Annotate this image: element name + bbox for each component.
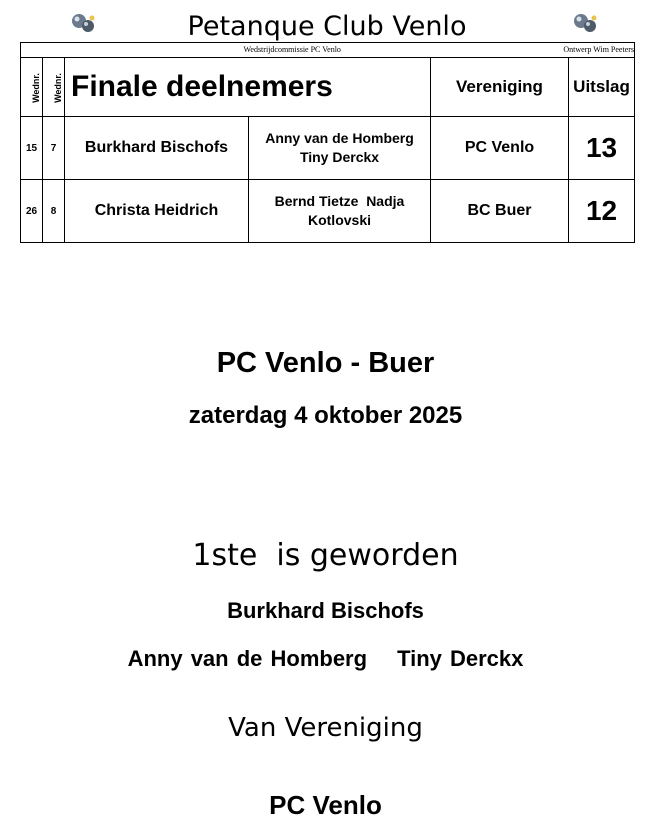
table-header-row — [21, 58, 635, 117]
winner-partner: Tiny Derckx — [397, 646, 524, 671]
match-title: PC Venlo - Buer — [216, 347, 435, 379]
partner-name: Bernd Tietze Nadja — [274, 193, 405, 209]
wednr-cell: 15 — [21, 117, 43, 180]
wednr-cell: 7 — [43, 117, 65, 180]
col-header-wednr: Wednr. — [21, 58, 43, 117]
col-header-finale: Finale deelnemers — [65, 58, 431, 117]
player-name: Christa Heidrich — [65, 180, 249, 243]
page-header — [20, 8, 634, 42]
col-header-uitslag: Uitslag — [569, 58, 635, 117]
score-cell: 13 — [569, 117, 635, 180]
club-cell: BC Buer — [431, 180, 569, 243]
partner-name: Kotlovski — [307, 212, 371, 228]
finale-table — [20, 42, 635, 243]
van-vereniging-label: Van Vereniging — [228, 713, 423, 743]
player-name: Burkhard Bischofs — [65, 117, 249, 180]
col-header-vereniging: Vereniging — [431, 58, 569, 117]
wednr-cell: 8 — [43, 180, 65, 243]
winner-partners — [0, 646, 651, 672]
petanque-balls-icon — [572, 12, 598, 34]
score-cell: 12 — [569, 180, 635, 243]
partners-cell — [249, 180, 431, 243]
winner-partner: Anny van de Homberg — [127, 646, 368, 671]
match-date: zaterdag 4 oktober 2025 — [188, 402, 463, 429]
partner-name: Anny van de Homberg — [265, 130, 414, 146]
winner-name: Burkhard Bischofs — [227, 598, 424, 623]
winner-heading: 1ste is geworden — [192, 538, 459, 573]
partner-name: Tiny Derckx — [299, 149, 380, 165]
commission-credit: Wedstrijdcommissie PC Venlo — [243, 45, 341, 54]
club-title: Petanque Club Venlo — [187, 11, 467, 42]
table-row — [21, 180, 635, 243]
table-row — [21, 117, 635, 180]
wednr-cell: 26 — [21, 180, 43, 243]
winner-club: PC Venlo — [269, 790, 382, 820]
col-header-wednr: Wednr. — [43, 58, 65, 117]
partners-cell — [249, 117, 431, 180]
credits-row — [21, 43, 635, 58]
design-credit: Ontwerp Wim Peeters — [563, 45, 635, 54]
club-cell: PC Venlo — [431, 117, 569, 180]
